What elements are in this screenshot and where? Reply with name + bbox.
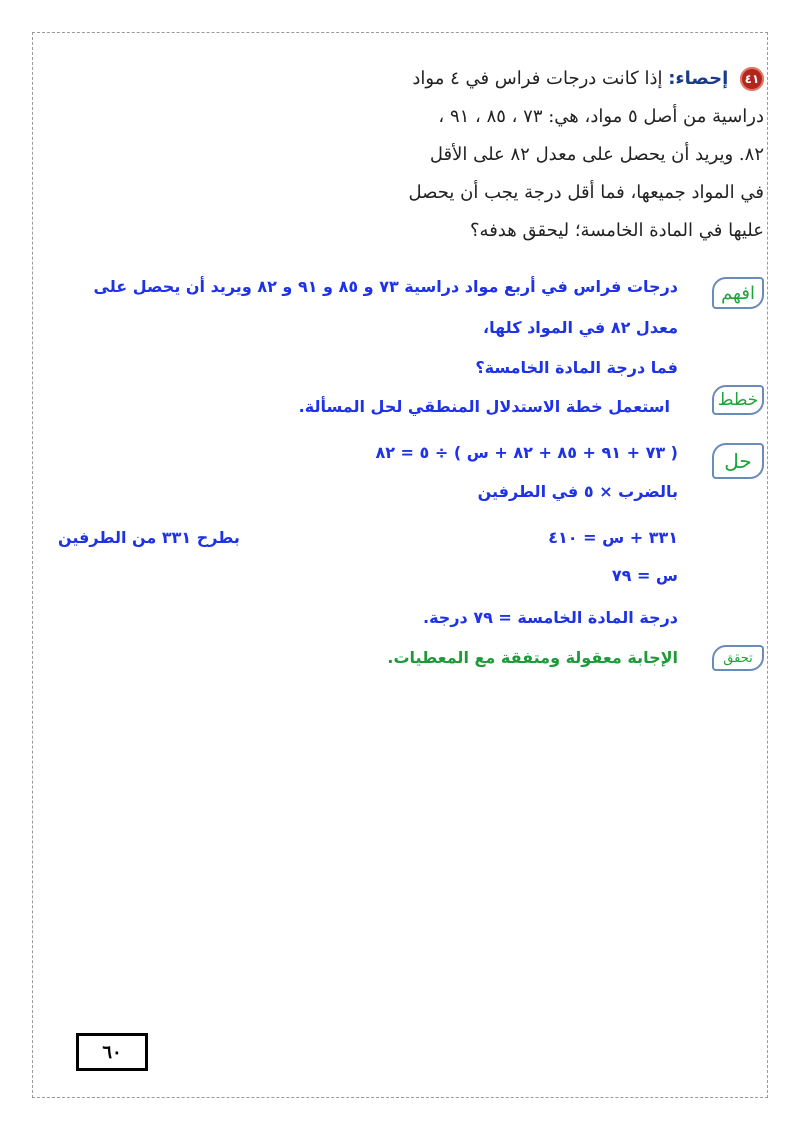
problem-number-badge: ٤١ [740, 67, 764, 91]
problem-line: دراسية من أصل ٥ مواد، هي: ٧٣ ، ٨٥ ، ٩١ ، [438, 106, 764, 127]
understand-line: معدل ٨٢ في المواد كلها، [483, 318, 678, 337]
check-text: الإجابة معقولة ومتفقة مع المعطيات. [387, 648, 678, 667]
understand-line: فما درجة المادة الخامسة؟ [475, 358, 678, 377]
solve-conclusion: درجة المادة الخامسة = ٧٩ درجة. [423, 608, 678, 627]
plan-text: استعمل خطة الاستدلال المنطقي لحل المسألة. [298, 397, 670, 416]
solve-multiply-step: بالضرب × ٥ في الطرفين [477, 482, 678, 501]
problem-line: ٨٢. ويريد أن يحصل على معدل ٨٢ على الأقل [429, 144, 764, 165]
understand-tag: افهم [712, 277, 764, 309]
problem-first-line [334, 60, 764, 98]
understand-line: درجات فراس في أربع مواد دراسية ٧٣ و ٨٥ و ٩١ و ٨٢ ويريد أن يحصل على [93, 277, 678, 296]
problem-line: في المواد جميعها، فما أقل درجة يجب أن يحصل [408, 182, 764, 203]
solve-tag: حل [712, 443, 764, 479]
solve-result: س = ٧٩ [611, 566, 678, 585]
solve-subtract-note: بطرح ٣٣١ من الطرفين [58, 528, 240, 547]
page-number: ٦٠ [76, 1033, 148, 1071]
solve-subtract-equation: ٣٣١ + س = ٤١٠ [548, 528, 678, 547]
solve-equation: ( ٧٣ + ٩١ + ٨٥ + ٨٢ + س ) ÷ ٥ = ٨٢ [375, 443, 678, 462]
check-tag: تحقق [712, 645, 764, 671]
problem-line: عليها في المادة الخامسة؛ ليحقق هدفه؟ [469, 220, 764, 241]
problem-line: إذا كانت درجات فراس في ٤ مواد [412, 68, 663, 89]
plan-tag: خطط [712, 385, 764, 415]
problem-statement [334, 60, 764, 250]
problem-lead: إحصاء: [668, 68, 729, 89]
